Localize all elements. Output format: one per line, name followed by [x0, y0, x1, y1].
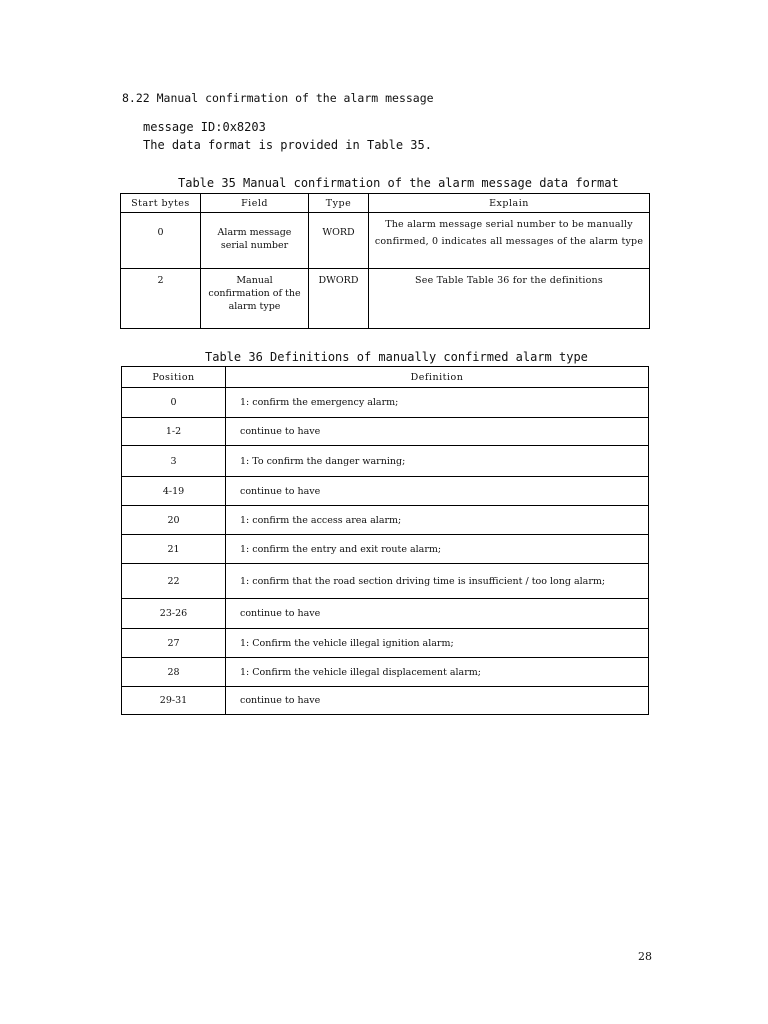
position-cell: 27 — [122, 629, 226, 658]
position-cell: 29-31 — [122, 687, 226, 715]
table35 — [120, 193, 650, 329]
format-note-text: The data format is provided in Table 35. — [143, 138, 432, 152]
table-row — [121, 269, 650, 329]
explain-cell: See Table Table 36 for the definitions — [369, 269, 650, 329]
table35-header-start: Start bytes — [121, 194, 201, 213]
explain-cell: The alarm message serial number to be manually confirmed, 0 indicates all messages of the alarm type — [369, 213, 650, 269]
table-row — [122, 506, 649, 535]
position-cell: 0 — [122, 388, 226, 418]
table36-caption: Table 36 Definitions of manually confirmed alarm type — [205, 350, 588, 364]
position-cell: 1-2 — [122, 418, 226, 446]
position-cell: 4-19 — [122, 477, 226, 506]
table-row — [122, 535, 649, 564]
table35-header-explain: Explain — [369, 194, 650, 213]
message-id-text: message ID:0x8203 — [143, 120, 266, 134]
start-bytes-cell: 0 — [121, 213, 201, 269]
definition-cell: continue to have — [226, 418, 649, 446]
table36-header-definition: Definition — [226, 367, 649, 388]
definition-cell: 1: confirm that the road section driving time is insufficient / too long alarm; — [226, 564, 649, 599]
table-row — [122, 599, 649, 629]
page-number: 28 — [638, 950, 652, 963]
definition-cell: continue to have — [226, 687, 649, 715]
table35-header-row — [121, 194, 650, 213]
table35-header-field: Field — [201, 194, 309, 213]
table35-header-type: Type — [309, 194, 369, 213]
position-cell: 23-26 — [122, 599, 226, 629]
table-row — [122, 418, 649, 446]
definition-cell: 1: To confirm the danger warning; — [226, 446, 649, 477]
definition-cell: 1: Confirm the vehicle illegal displacement alarm; — [226, 658, 649, 687]
position-cell: 20 — [122, 506, 226, 535]
table-row — [122, 477, 649, 506]
position-cell: 21 — [122, 535, 226, 564]
table36-header-position: Position — [122, 367, 226, 388]
definition-cell: continue to have — [226, 477, 649, 506]
section-heading: 8.22 Manual confirmation of the alarm message — [122, 91, 434, 105]
start-bytes-cell: 2 — [121, 269, 201, 329]
table-row — [122, 658, 649, 687]
position-cell: 28 — [122, 658, 226, 687]
definition-cell: 1: Confirm the vehicle illegal ignition alarm; — [226, 629, 649, 658]
position-cell: 22 — [122, 564, 226, 599]
definition-cell: 1: confirm the emergency alarm; — [226, 388, 649, 418]
definition-cell: 1: confirm the access area alarm; — [226, 506, 649, 535]
table35-caption: Table 35 Manual confirmation of the alarm message data format — [178, 176, 619, 190]
table-row — [122, 388, 649, 418]
table-row — [122, 629, 649, 658]
type-cell: WORD — [309, 213, 369, 269]
table-row — [122, 446, 649, 477]
type-cell: DWORD — [309, 269, 369, 329]
definition-cell: continue to have — [226, 599, 649, 629]
table-row — [122, 687, 649, 715]
field-cell: Manual confirmation of the alarm type — [201, 269, 309, 329]
position-cell: 3 — [122, 446, 226, 477]
field-cell: Alarm message serial number — [201, 213, 309, 269]
table-row — [122, 564, 649, 599]
definition-cell: 1: confirm the entry and exit route alarm; — [226, 535, 649, 564]
table36-header-row — [122, 367, 649, 388]
table36 — [121, 366, 649, 715]
table-row — [121, 213, 650, 269]
